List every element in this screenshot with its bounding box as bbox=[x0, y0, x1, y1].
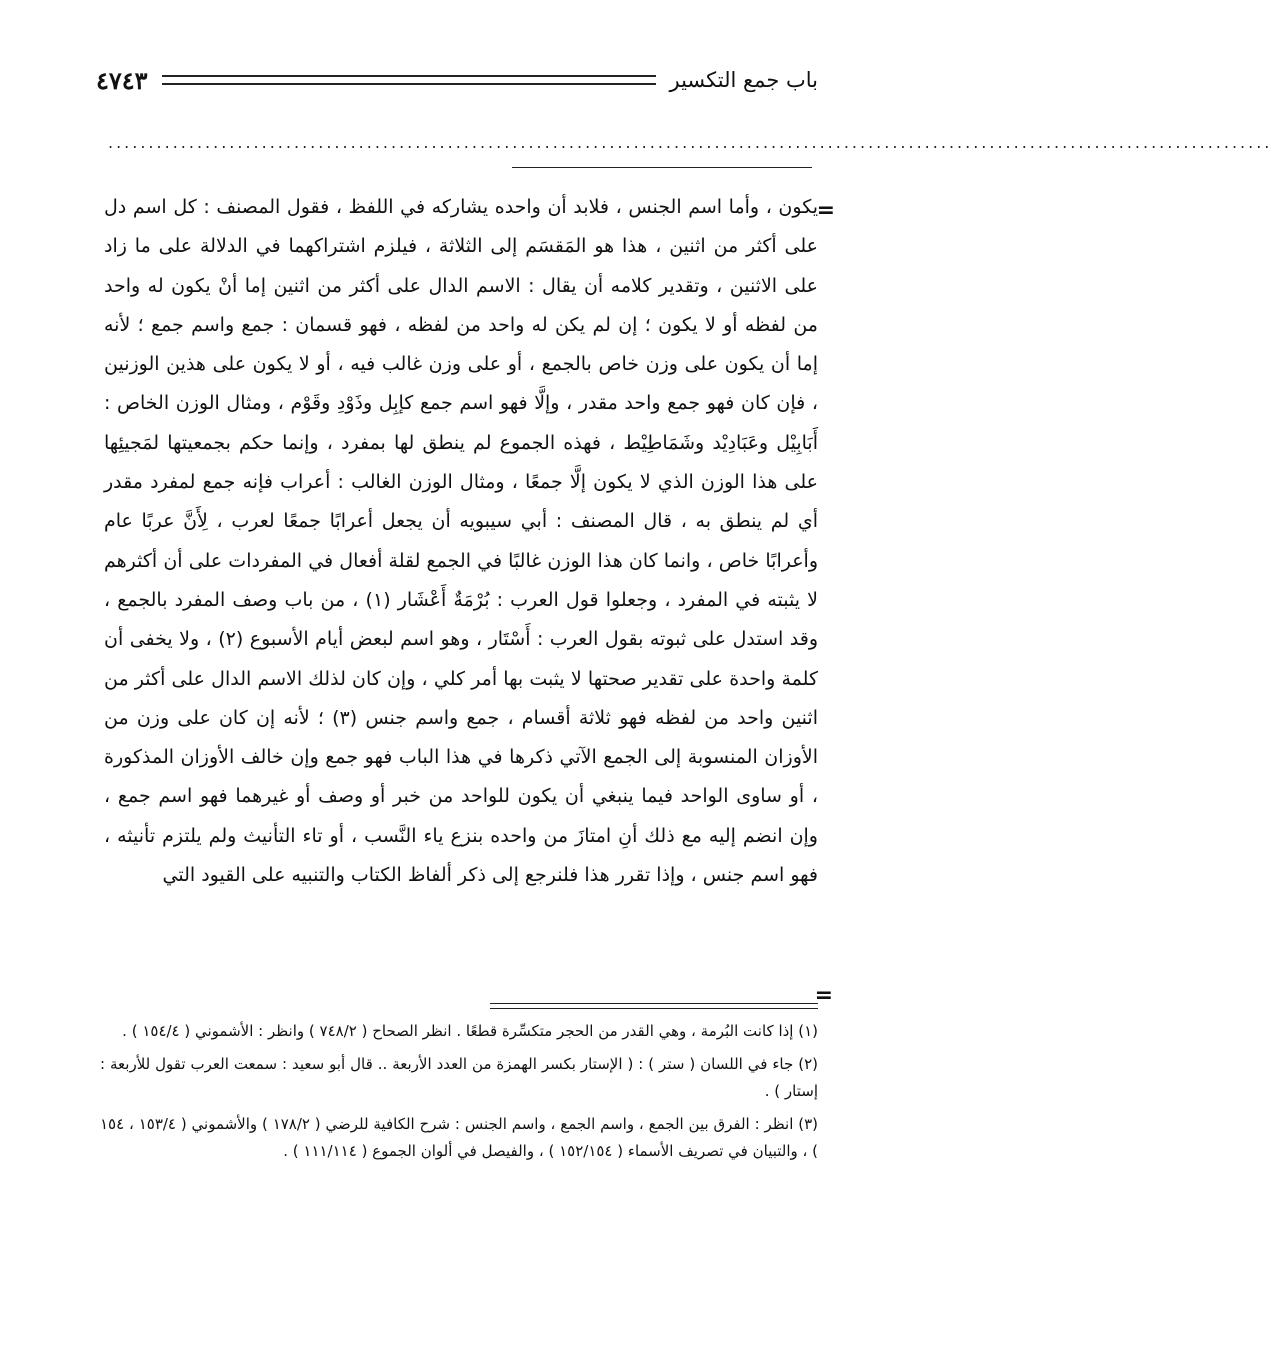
main-text bbox=[104, 188, 818, 895]
page-number: ٤٧٤٣ bbox=[96, 65, 148, 95]
header-rule bbox=[162, 75, 656, 85]
main-paragraph: يكون ، وأما اسم الجنس ، فلابد أن واحده يشاركه في اللفظ ، فقول المصنف : كل اسم دل على أكثر من اثنين ، هذا هو المَقسَم إلى الثلاثة ، فيلزم اشتراكهما في الدلالة على ما زاد على الاثنين ، وتقدير كلامه أن يقال : الاسم الدال على أكثر من اثنين إما أنْ يكون له واحد من لفظه أو لا يكون ؛ إن لم يكن له واحد من لفظه ، فهو قسمان : جمع واسم جمع ؛ لأنه إما أن يكون على وزن خاص بالجمع ، أو على وزن غالب فيه ، أو لا يكون على هذين الوزنين ، فإن كان فهو جمع واحد مقدر ، وإلَّا فهو اسم جمع كإبِل وذَوْدِ وقَوْم ، ومثال الوزن الخاص : أَبَابِيْل وعَبَادِيْد وشَمَاطِيْط ، فهذه الجموع لم ينطق لها بمفرد ، وإنما حكم بجمعيتها لمَجيئِها على هذا الوزن الذي لا يكون إلَّا جمعًا ، ومثال الوزن الغالب : أعراب فإنه جمع لمفرد مقدر أي لم ينطق به ، قال المصنف : أبي سيبويه أن يجعل أعرابًا جمعًا لعرب ، لِأَنَّ عربًا عام وأعرابًا خاص ، وانما كان هذا الوزن غالبًا في الجمع لقلة أفعال في المفردات على أن أكثرهم لا يثبته في المفرد ، وجعلوا قول العرب : بُرْمَةٌ أَعْشَار (١) ، من باب وصف المفرد بالجمع ، وقد استدل على ثبوته بقول العرب : أَسْتَار ، وهو اسم لبعض أيام الأسبوع (٢) ، ولا يخفى أن كلمة واحدة على تقدير صحتها لا يثبت بها أمر كلي ، وإن كان لذلك الاسم الدال على أكثر من اثنين واحد من لفظه فهو ثلاثة أقسام ، جمع واسم جنس (٣) ؛ لأنه إن كان على وزن من الأوزان المنسوبة إلى الجمع الآتي ذكرها في هذا الباب فهو جمع وإن خالف الأوزان المذكورة ، أو ساوى الواحد فيما ينبغي أن يكون للواحد من خبر أو وصف أو غيرهما فهو اسم جمع ، وإن انضم إليه مع ذلك أنِ امتازَ من واحده بنزع ياء النَّسب ، أو تاء التأنيث ولم يلتزم تأنيثه ، فهو اسم جنس ، وإذا تقرر هذا فلنرجع إلى ذكر ألفاظ الكتاب والتنبيه على القيود التي bbox=[104, 196, 818, 887]
dotted-separator: ................................................................................................................................................ bbox=[108, 133, 1272, 152]
footnote-1: (١) إذا كانت البُرمة ، وهي القدر من الحجر متكسِّرة قطعًا . انظر الصحاح ( ٧٤٨/٢ ) وانظر : الأشموني ( ١٥٤/٤ ) . bbox=[122, 1022, 818, 1040]
chapter-title: باب جمع التكسير bbox=[669, 68, 818, 92]
footnote-2: (٢) جاء في اللسان ( ستر ) : ( الإستار بكسر الهمزة من العدد الأربعة .. قال أبو سعيد : سمعت العرب تقول للأربعة : إستار ) . bbox=[100, 1054, 818, 1100]
continuation-mark-bottom: = bbox=[814, 983, 833, 1008]
section-rule bbox=[512, 167, 812, 168]
continuation-mark-top: = bbox=[816, 198, 835, 223]
footnotes bbox=[100, 1018, 818, 1171]
page-header bbox=[96, 60, 818, 100]
footnote-3: (٣) انظر : الفرق بين الجمع ، واسم الجمع ، واسم الجنس : شرح الكافية للرضي ( ١٧٨/٢ ) والأشموني ( ١٥٣/٤ ، ١٥٤ ) ، والتبيان في تصريف الأسماء ( ١٥٢/١٥٤ ) ، والفيصل في ألوان الجموع ( ١١١/١١٤ ) . bbox=[100, 1114, 818, 1160]
footnote-rule bbox=[490, 1003, 818, 1009]
